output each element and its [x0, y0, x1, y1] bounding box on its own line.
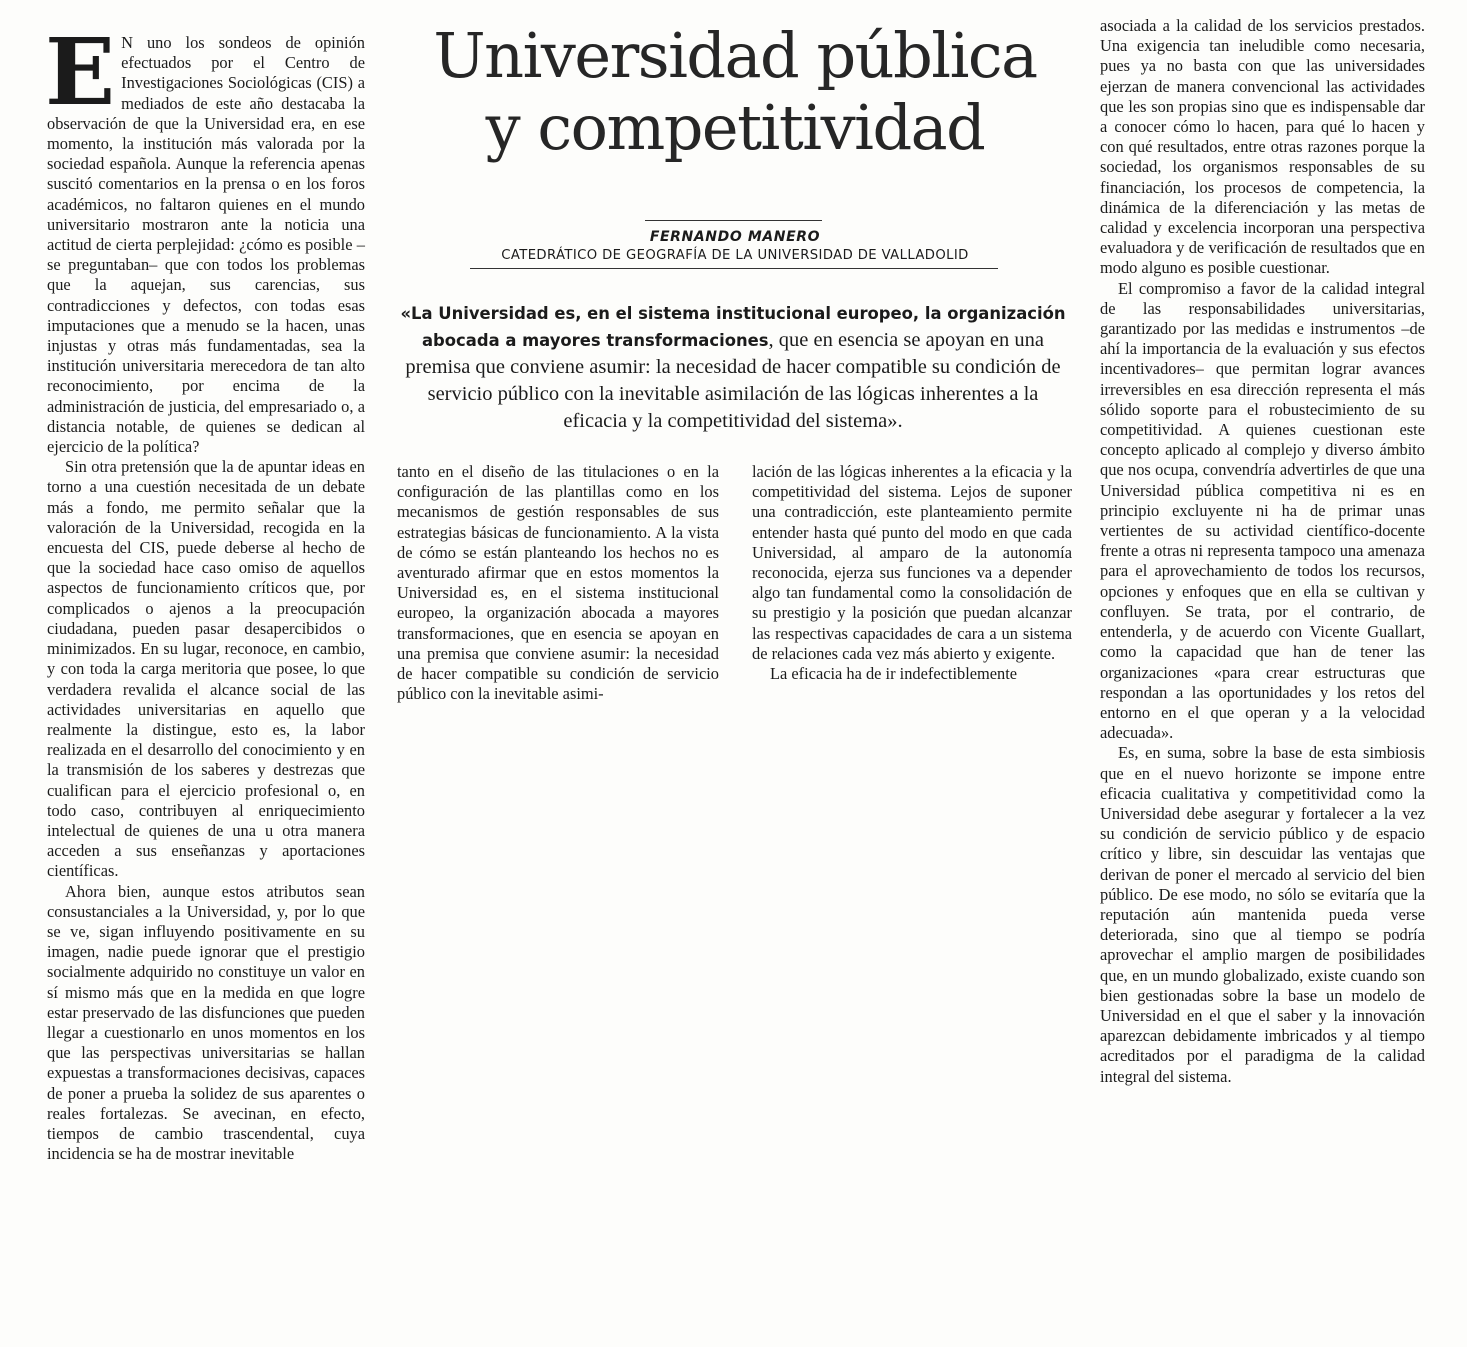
paragraph: lación de las lógicas inherentes a la eficacia y la competitividad del sistema. Lejos de suponer una contradicción, este planteamiento permite entender hasta qué punto del modo en que cada Universidad, al amparo de la autonomía reconocida, ejerza sus funciones va a depender algo tan fundamental como la consolidación de su prestigio y la posición que puedan alcanzar las respectivas capacidades de cara a un sistema de relaciones cada vez más abierto y exigente.	[752, 462, 1072, 663]
author-name: FERNANDO MANERO	[649, 229, 821, 245]
paragraph	[45, 18, 365, 457]
paragraph: Ahora bien, aunque estos atributos sean consustanciales a la Universidad, y, por lo que se ve, sigan influyendo positivamente en su imagen, nadie puede ignorar que el prestigio socialmente adquirido no constituye un valor en sí mismo más que en la medida en que logre estar preservado de las disfunciones que pueden llegar a cuestionarlo en unos momentos en los que las perspectivas universitarias se hallan expuestas a transformaciones decisivas, capaces de poner a prueba la solidez de sus aparentes o reales fortalezas. Se avecinan, en efecto, tiempos de cambio trascendental, cuya incidencia se ha de mostrar inevitable	[47, 881, 365, 1164]
paragraph: El compromiso a favor de la calidad integral de las responsabilidades universitarias, garantizado por las medidas e instrumentos –de ahí la importancia de la evaluación y sus efectos incentivadores– que permitan lograr avances irreversibles en esa dirección representa el más sólido soporte para el robustecimiento de su competitividad. A quienes cuestionan este concepto aplicado al complejo y diverso ámbito que nos ocupa, convendría advertirles de que una Universidad pública competitiva ni es en principio excluyente ni ha de primar unas vertientes de su actividad científico-docente frente a otras ni representa tampoco una amenaza para el aprovechamiento de todos los recursos, opciones y enfoques que en ella se cultivan y confluyen. Se trata, por el contrario, de entenderla, y de acuerdo con Vicente Guallart, como la capacidad que han de tener las organizaciones «para crear estructuras que respondan a las oportunidades y los retos del entorno en el que operan y a la velocidad adecuada».	[1100, 278, 1425, 743]
pull-quote-lead: «La Universidad es, en el sistema institucional europeo, la organización abocada a mayores transformaciones	[400, 304, 1066, 350]
drop-cap: E	[45, 18, 116, 126]
paragraph: Es, en suma, sobre la base de esta simbiosis que en el nuevo horizonte se impone entre eficacia cualitativa y competitividad como la Universidad debe asegurar y fortalecer a la vez su condición de servicio público y de espacio crítico y libre, sin descuidar las ventajas que derivan de poner el mercado al servicio del bien público. De ese modo, no sólo se evitaría que la reputación aún mantenida pueda verse deteriorada, sino que al tiempo se podría aprovechar el amplio margen de posibilidades que, en un mundo globalizado, existe cuando son bien gestionadas sobre la base un modelo de Universidad en el que el saber y la innovación aparezcan debidamente imbricados y al tiempo acreditados por el paradigma de la calidad integral del sistema.	[1100, 743, 1425, 1086]
paragraph: tanto en el diseño de las titulaciones o en la configuración de las plantillas como en los mecanismos de gestión responsables de sus estrategias básicas de funcionamiento. A la vista de cómo se están planteando los hechos no es aventurado afirmar que en estos momentos la Universidad es, en el sistema institucional europeo, la organización abocada a mayores transformaciones, que en esencia se apoyan en una premisa que conviene asumir: la necesidad de hacer compatible su condición de servicio público con la inevitable asimi-	[397, 462, 719, 704]
paragraph: asociada a la calidad de los servicios prestados. Una exigencia tan ineludible como necesaria, pues ya no basta con que las universidades ejerzan de manera convencional las actividades que les son propias sino que es indispensable dar a conocer cómo lo hacen, para qué lo hacen y con qué resultados, entre otras razones porque la sociedad, los organismos responsables de su financiación, los procesos de competencia, la dinámica de la diferenciación y las metas de calidad y excelencia incorporan una perspectiva evaluadora y de verificación de resultados que en modo alguno es posible cuestionar.	[1100, 16, 1425, 278]
pull-quote-rest: , que en esencia se apoyan en una premisa que conviene asumir: la necesidad de hacer compatible su condición de servicio público con la inevitable asimilación de las lógicas inherentes a la eficacia y la competitividad del sistema».	[405, 329, 1061, 432]
column-2	[397, 462, 719, 704]
affiliation-rule	[470, 268, 998, 269]
byline-rule	[645, 220, 822, 221]
author-affiliation: CATEDRÁTICO DE GEOGRAFÍA DE LA UNIVERSIDAD DE VALLADOLID	[501, 248, 969, 263]
title-line-1: Universidad pública	[433, 19, 1037, 92]
pull-quote	[398, 300, 1068, 435]
article-title	[385, 20, 1085, 164]
column-4	[1100, 16, 1425, 1087]
column-3	[752, 462, 1072, 684]
column-1	[45, 18, 365, 1164]
paragraph-text: N uno los sondeos de opinión efectuados por el Centro de Investigaciones Sociológicas (CIS) a mediados de este año destacaba la observación de que la Universidad era, en ese momento, la institución más valorada por la sociedad española. Aunque la referencia apenas suscitó comentarios en la prensa o en los foros académicos, no faltaron quienes en el mundo universitario mostraron ante la noticia una actitud de cierta perplejidad: ¿cómo es posible –se preguntaban– que con todos los problemas que la aquejan, sus carencias, sus contradicciones y defectos, con todas esas imputaciones que a menudo se la hacen, unas injustas y otras más fundamentadas, sea la institución universitaria merecedora de tan alto reconocimiento, por encima de la administración de justicia, del empresariado o, a distancia notable, de quienes se dedican al ejercicio de la política?	[47, 33, 365, 457]
paragraph: La eficacia ha de ir indefectiblemente	[770, 664, 1018, 684]
title-line-2: y competitividad	[485, 91, 985, 164]
paragraph: Sin otra pretensión que la de apuntar ideas en torno a una cuestión necesitada de un debate más a fondo, me permito señalar que la valoración de la Universidad, recogida en la encuesta del CIS, puede deberse al hecho de que la sociedad hace caso omiso de aquellos aspectos de funcionamiento críticos que, por complicados o ajenos a la preocupación ciudadana, pueden pasar desapercibidos o minimizados. En su lugar, reconoce, en cambio, y con toda la carga meritoria que posee, lo que verdadera revalida el alcance social de las actividades universitarias en aquello que realmente la distingue, esto es, la labor realizada en el desarrollo del conocimiento y en la transmisión de los saberes y destrezas que cualifican para el ejercicio profesional o, en todo caso, contribuyen al enriquecimiento intelectual de quienes de una u otra manera acceden a sus enseñanzas y aportaciones científicas.	[47, 457, 365, 881]
